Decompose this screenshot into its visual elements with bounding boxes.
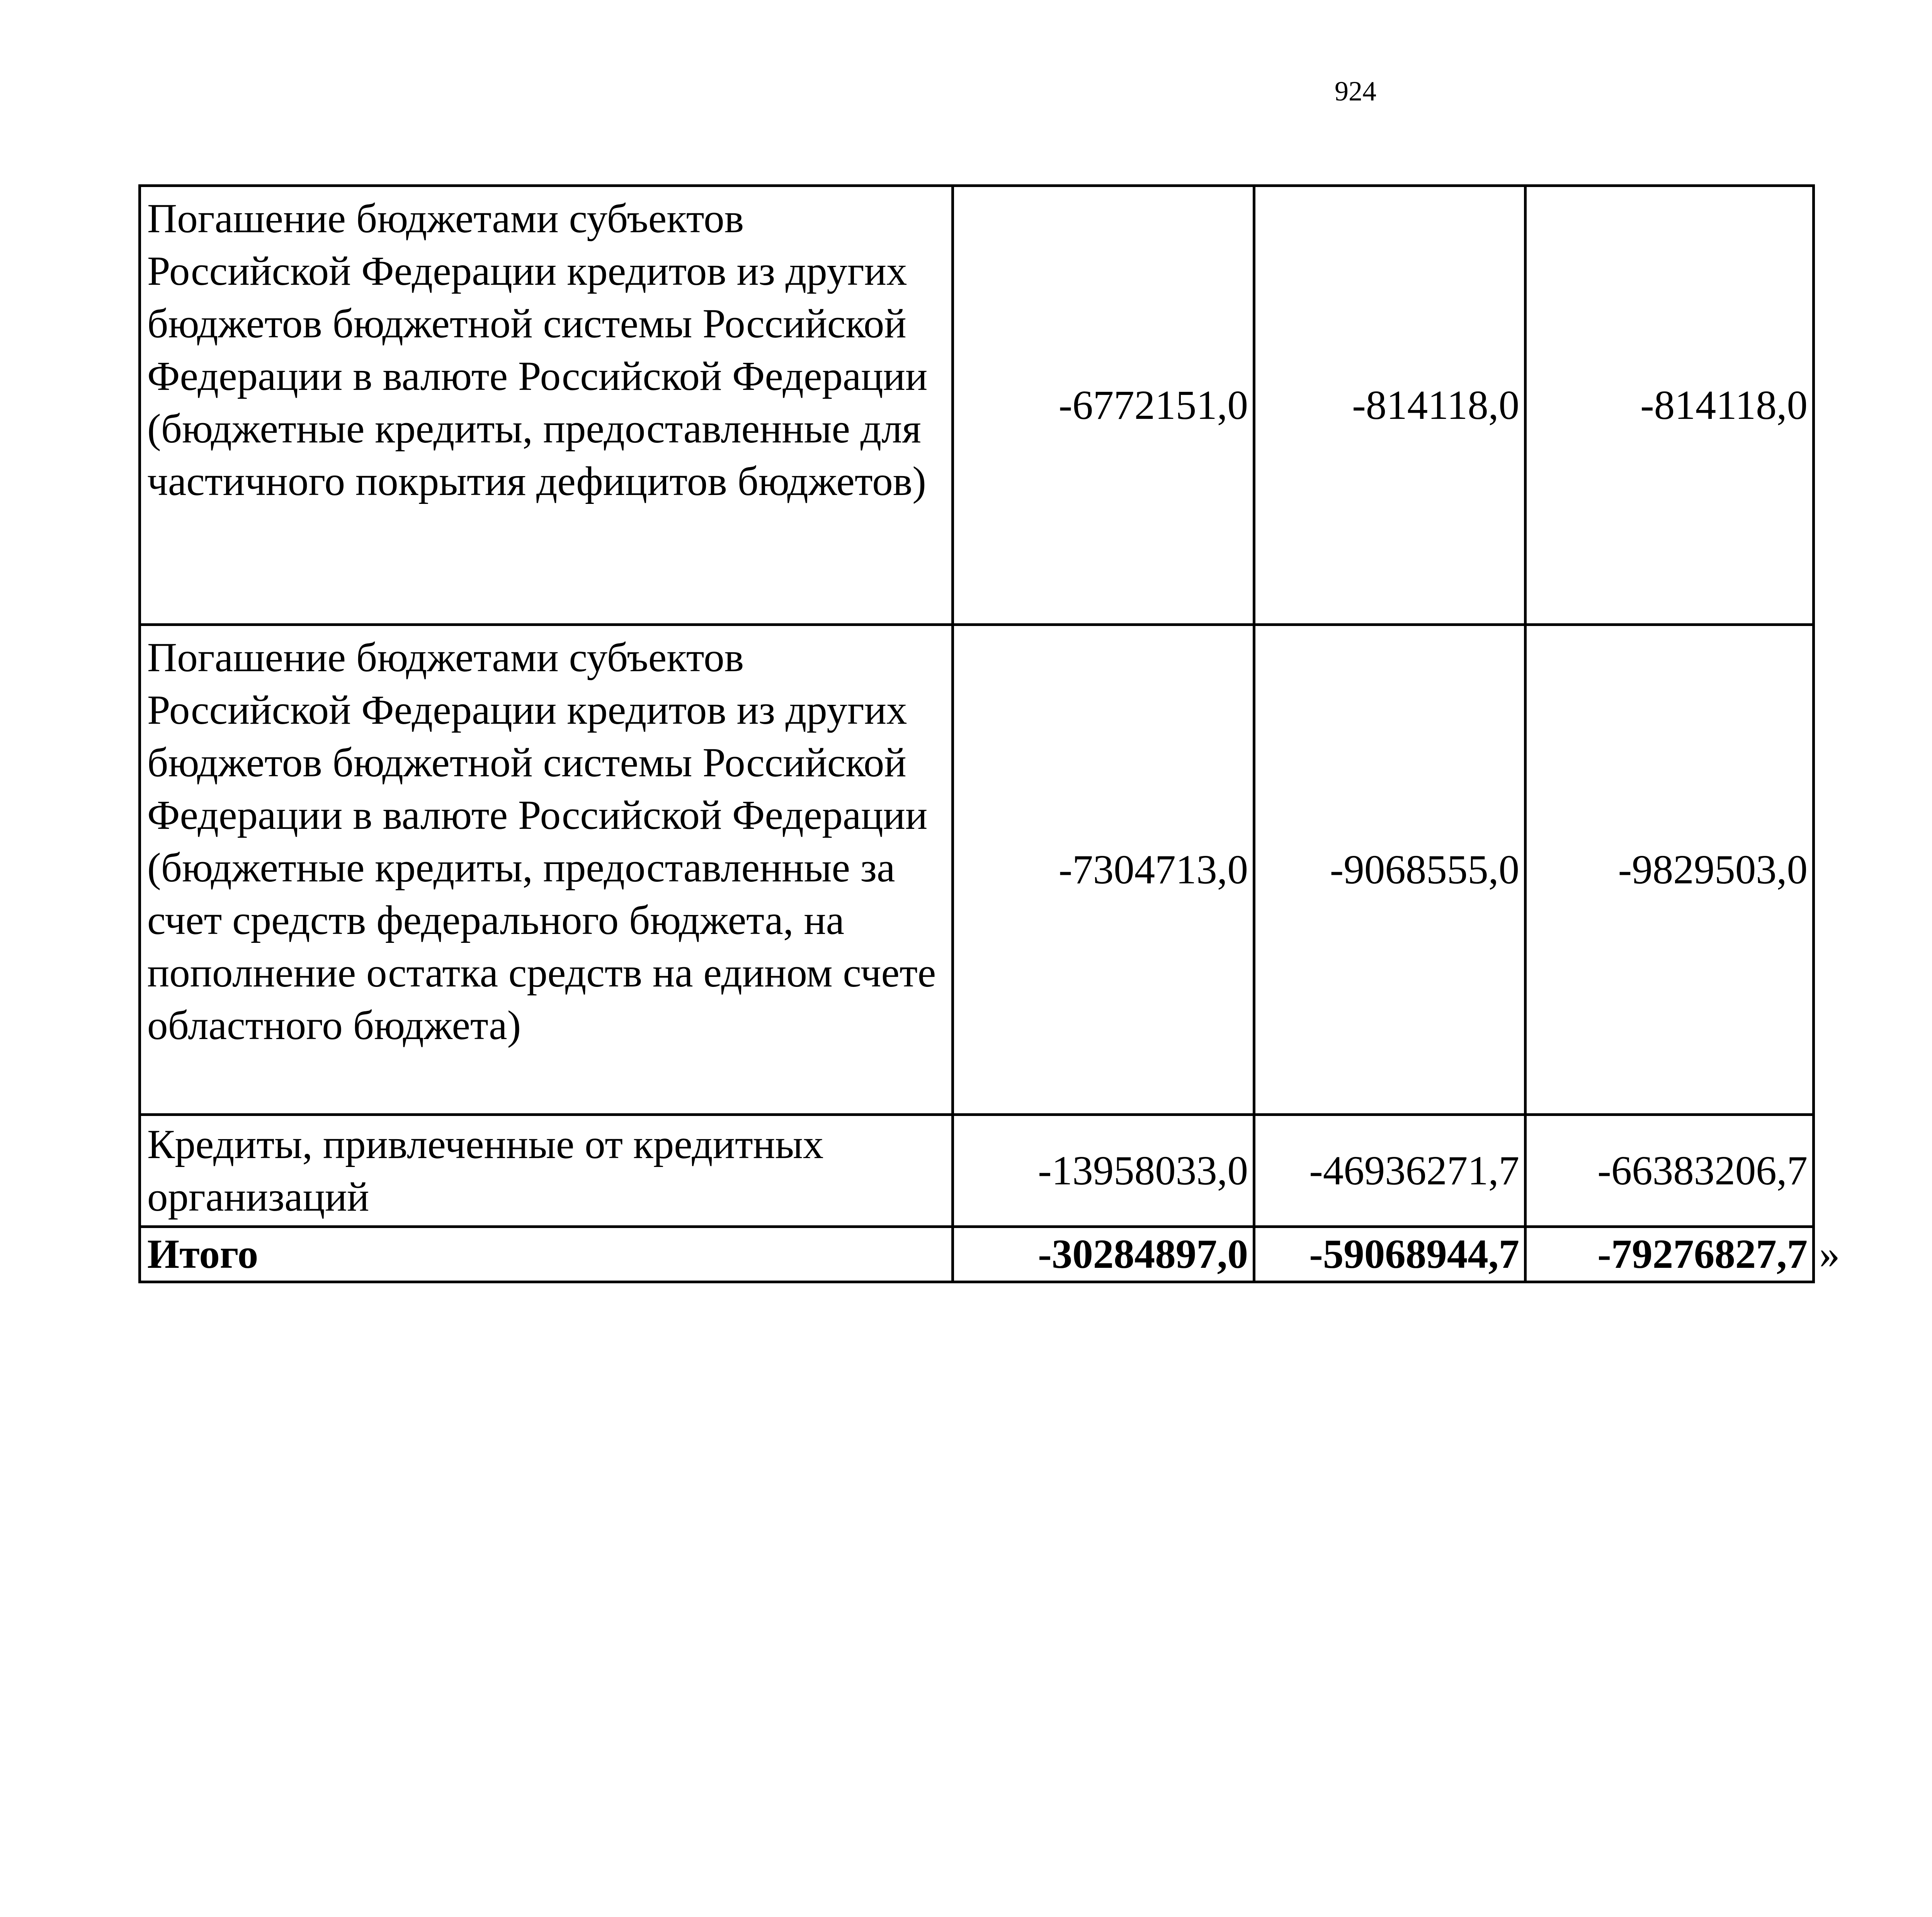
total-value-year-3: -79276827,7 (1526, 1227, 1814, 1282)
total-label: Итого (140, 1227, 953, 1282)
value-cell-year-2: -814118,0 (1254, 186, 1526, 625)
value-cell-year-1: -6772151,0 (953, 186, 1254, 625)
value-cell-year-1: -7304713,0 (953, 625, 1254, 1115)
row-name-cell: Кредиты, привлеченные от кредитных организаций (140, 1115, 953, 1227)
total-value-year-2: -59068944,7 (1254, 1227, 1526, 1282)
row-name-cell: Погашение бюджетами субъектов Российской Федерации кредитов из других бюджетов бюджетной системы Российской Федерации в валюте Российской Федерации (бюджетные кредиты, предоставленные за счет средств федерального бюджета, на пополнение остатка средств на едином счете областного бюджета) (140, 625, 953, 1115)
budget-sources-table (138, 184, 1815, 1283)
value-cell-year-2: -46936271,7 (1254, 1115, 1526, 1227)
total-row (140, 1227, 1814, 1282)
value-cell-year-2: -9068555,0 (1254, 625, 1526, 1115)
table-row (140, 625, 1814, 1115)
value-cell-year-3: -814118,0 (1526, 186, 1814, 625)
value-cell-year-1: -13958033,0 (953, 1115, 1254, 1227)
closing-quote-mark: » (1819, 1232, 1840, 1277)
row-name-cell: Погашение бюджетами субъектов Российской Федерации кредитов из других бюджетов бюджетной системы Российской Федерации в валюте Российской Федерации (бюджетные кредиты, предоставленные для частичного покрытия дефицитов бюджетов) (140, 186, 953, 625)
page-number: 924 (1335, 76, 1376, 107)
table-row (140, 186, 1814, 625)
table-row (140, 1115, 1814, 1227)
value-cell-year-3: -66383206,7 (1526, 1115, 1814, 1227)
value-cell-year-3: -9829503,0 (1526, 625, 1814, 1115)
total-value-year-1: -30284897,0 (953, 1227, 1254, 1282)
